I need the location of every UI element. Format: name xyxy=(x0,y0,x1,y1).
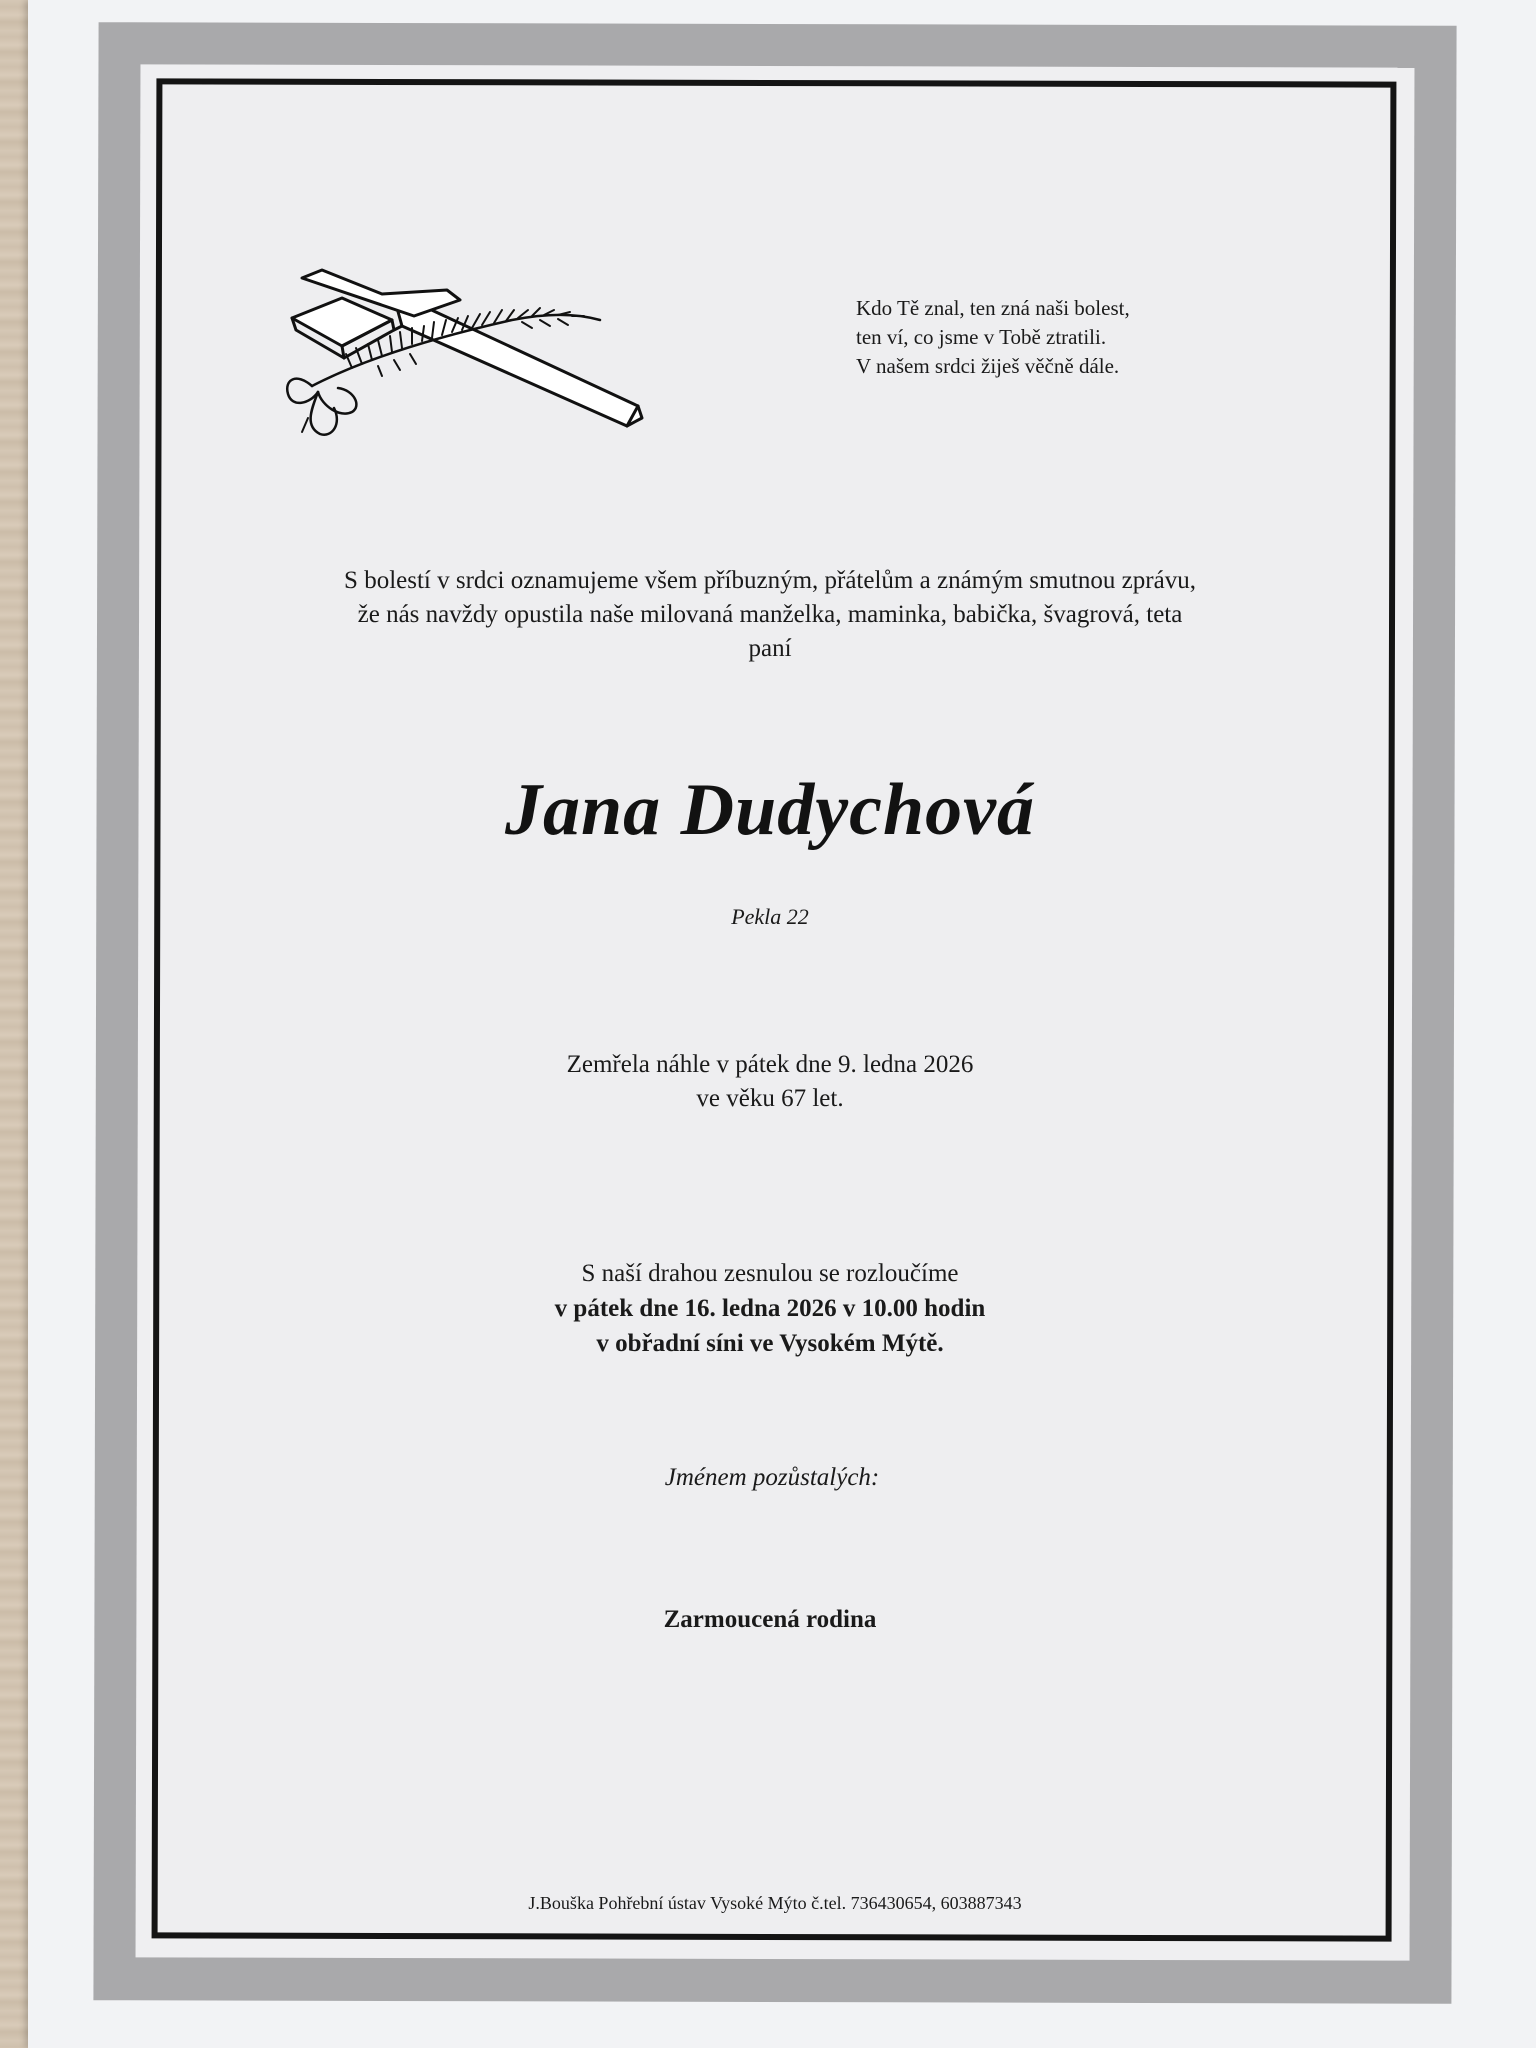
on-behalf-of-bereaved: Jménem pozůstalých: xyxy=(664,1464,880,1491)
verse-line: ten ví, co jsme v Tobě ztratili. xyxy=(856,325,1107,349)
funeral-home-footer: J.Bouška Pohřební ústav Vysoké Mýto č.tel. 736430654, 603887343 xyxy=(528,1893,1022,1913)
verse-line: V našem srdci žiješ věčně dále. xyxy=(856,354,1120,378)
memorial-verse xyxy=(856,294,1256,381)
deceased-name: Jana Dudychová xyxy=(505,769,1035,851)
death-date-line: Zemřela náhle v pátek dne 9. ledna 2026 xyxy=(566,1051,974,1078)
farewell-place: v obřadní síni ve Vysokém Mýtě. xyxy=(596,1330,944,1357)
farewell-date: v pátek dne 16. ledna 2026 v 10.00 hodin xyxy=(554,1295,986,1322)
deceased-address: Pekla 22 xyxy=(731,904,809,929)
announcement-text xyxy=(200,564,1340,666)
announcement-line: že nás navždy opustila naše milovaná manželka, maminka, babička, švagrová, teta xyxy=(357,601,1183,628)
death-age-line: ve věku 67 let. xyxy=(696,1085,844,1112)
farewell-intro: S naší drahou zesnulou se rozloučíme xyxy=(581,1260,959,1287)
verse-line: Kdo Tě znal, ten zná naši bolest, xyxy=(856,296,1130,320)
grieving-family: Zarmoucená rodina xyxy=(663,1606,877,1633)
death-info xyxy=(200,1048,1340,1116)
announcement-line: S bolestí v srdci oznamujeme všem příbuzným, přátelům a známým smutnou zprávu, xyxy=(344,567,1196,594)
announcement-line: paní xyxy=(748,635,792,662)
cross-with-palm-branch-icon xyxy=(282,268,668,440)
farewell-info xyxy=(200,1256,1340,1361)
